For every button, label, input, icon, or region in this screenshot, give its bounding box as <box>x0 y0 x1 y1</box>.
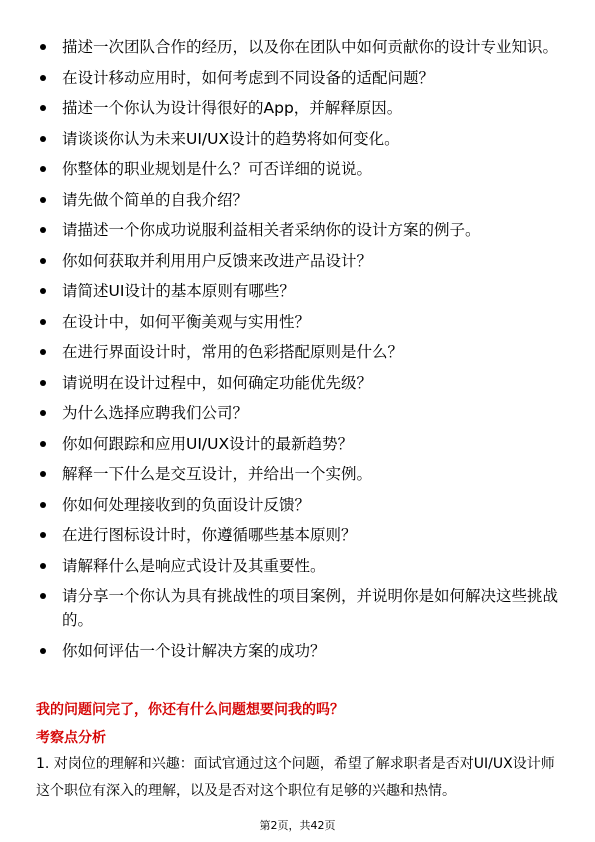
question-text: 请说明在设计过程中，如何确定功能优先级？ <box>62 373 373 392</box>
question-text: 在设计中，如何平衡美观与实用性？ <box>62 312 311 331</box>
question-text: 请分享一个你认为具有挑战性的项目案例，并说明你是如何解决这些挑战的。 <box>62 587 559 629</box>
bullet-icon <box>40 75 46 81</box>
bullet-icon <box>40 166 46 172</box>
bullet-icon <box>40 532 46 538</box>
question-text: 请谈谈你认为未来UI/UX设计的趋势将如何变化。 <box>62 129 400 148</box>
question-text: 你整体的职业规划是什么？可否详细的说说。 <box>62 160 373 178</box>
question-text: 请描述一个你成功说服利益相关者采纳你的设计方案的例子。 <box>62 221 481 239</box>
bullet-icon <box>40 258 46 264</box>
question-item <box>40 66 560 90</box>
question-item <box>40 584 560 632</box>
bullet-icon <box>40 319 46 325</box>
question-text: 请先做个简单的自我介绍？ <box>62 190 249 209</box>
bullet-icon <box>40 105 46 111</box>
question-item <box>40 639 560 663</box>
question-item <box>40 371 560 395</box>
bullet-icon <box>40 593 46 599</box>
question-item <box>40 188 560 212</box>
question-list <box>40 35 560 669</box>
question-item <box>40 127 560 151</box>
question-item <box>40 493 560 517</box>
question-item <box>40 279 560 303</box>
question-item <box>40 340 560 364</box>
question-text: 你如何处理接收到的负面设计反馈？ <box>62 495 311 514</box>
bullet-icon <box>40 136 46 142</box>
question-item <box>40 554 560 578</box>
question-item <box>40 310 560 334</box>
bullet-icon <box>40 197 46 203</box>
bullet-icon <box>40 44 46 50</box>
bullet-icon <box>40 380 46 386</box>
bullet-icon <box>40 471 46 477</box>
question-item <box>40 462 560 486</box>
bullet-icon <box>40 349 46 355</box>
question-text: 你如何评估一个设计解决方案的成功？ <box>62 641 326 660</box>
question-item <box>40 432 560 456</box>
question-text: 在进行界面设计时，常用的色彩搭配原则是什么？ <box>62 343 404 361</box>
question-text: 在设计移动应用时，如何考虑到不同设备的适配问题？ <box>62 68 435 87</box>
bullet-icon <box>40 288 46 294</box>
question-text: 解释一下什么是交互设计，并给出一个实例。 <box>62 465 373 483</box>
question-item <box>40 96 560 120</box>
bullet-icon <box>40 410 46 416</box>
question-text: 请简述UI设计的基本原则有哪些？ <box>62 282 295 300</box>
question-text: 你如何获取并利用用户反馈来改进产品设计？ <box>62 251 373 270</box>
question-item <box>40 35 560 59</box>
question-item <box>40 218 560 242</box>
question-text: 请解释什么是响应式设计及其重要性。 <box>62 556 326 575</box>
question-text: 为什么选择应聘我们公司？ <box>62 404 249 422</box>
question-text: 描述一个你认为设计得很好的App，并解释原因。 <box>62 99 403 117</box>
bullet-icon <box>40 563 46 569</box>
analysis-paragraph: 1. 对岗位的理解和兴趣：面试官通过这个问题，希望了解求职者是否对UI/UX设计师这个职位有深入的理解，以及是否对这个职位有足够的兴趣和热情。 <box>36 756 555 799</box>
question-item <box>40 157 560 181</box>
bullet-icon <box>40 227 46 233</box>
question-item <box>40 523 560 547</box>
question-item <box>40 401 560 425</box>
question-item <box>40 249 560 273</box>
bullet-icon <box>40 648 46 654</box>
question-text: 描述一次团队合作的经历，以及你在团队中如何贡献你的设计专业知识。 <box>62 38 559 56</box>
question-text: 你如何跟踪和应用UI/UX设计的最新趋势？ <box>62 434 354 453</box>
bullet-icon <box>40 502 46 508</box>
question-text: 在进行图标设计时，你遵循哪些基本原则？ <box>62 526 357 544</box>
closing-question: 我的问题问完了，你还有什么问题想要问我的吗？ <box>36 702 344 718</box>
bullet-icon <box>40 441 46 447</box>
section-title: 考察点分析 <box>36 730 106 746</box>
page-footer: 第2页，共42页 <box>259 819 336 832</box>
